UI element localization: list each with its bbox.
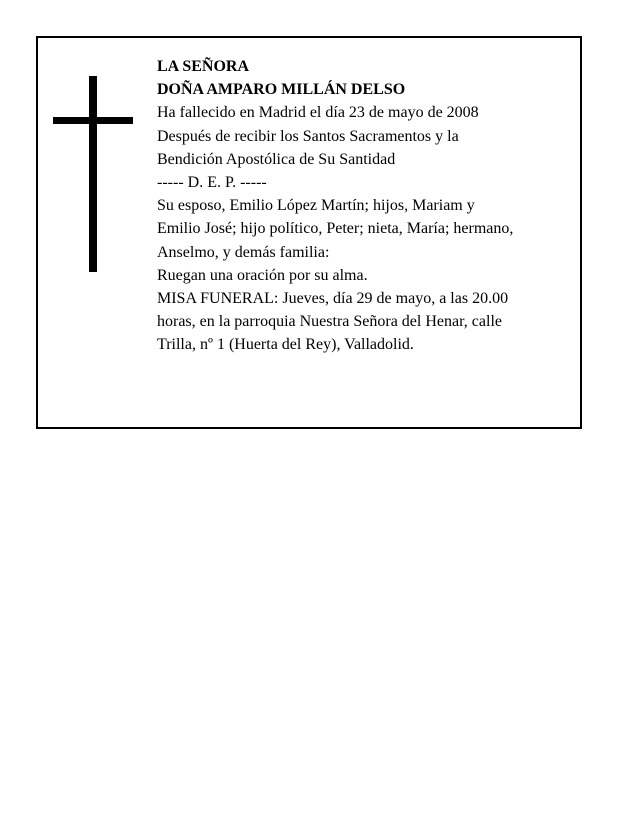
funeral-mass-line-1: MISA FUNERAL: Jueves, día 29 de mayo, a las 20.00 [157,290,509,308]
notice-text [157,55,577,357]
sacraments-line: Después de recibir los Santos Sacramentos y la [157,127,459,145]
rip-line: ----- D. E. P. ----- [157,174,267,192]
cross-horizontal-bar [53,117,133,124]
notice-title: LA SEÑORA [157,58,250,75]
obituary-notice [36,36,582,429]
family-line-3: Anselmo, y demás familia: [157,243,330,261]
family-line-2: Emilio José; hijo político, Peter; nieta, María; hermano, [157,220,514,238]
funeral-mass-line-3: Trilla, nº 1 (Huerta del Rey), Valladolid. [157,336,414,354]
blessing-line: Bendición Apostólica de Su Santidad [157,150,396,168]
death-statement: Ha fallecido en Madrid el día 23 de mayo de 2008 [157,104,479,122]
prayer-request: Ruegan una oración por su alma. [157,266,368,284]
deceased-name: DOÑA AMPARO MILLÁN DELSO [157,81,406,99]
cross-vertical-bar [89,76,97,272]
funeral-mass-line-2: horas, en la parroquia Nuestra Señora del Henar, calle [157,313,502,331]
family-line-1: Su esposo, Emilio López Martín; hijos, Mariam y [157,197,475,215]
